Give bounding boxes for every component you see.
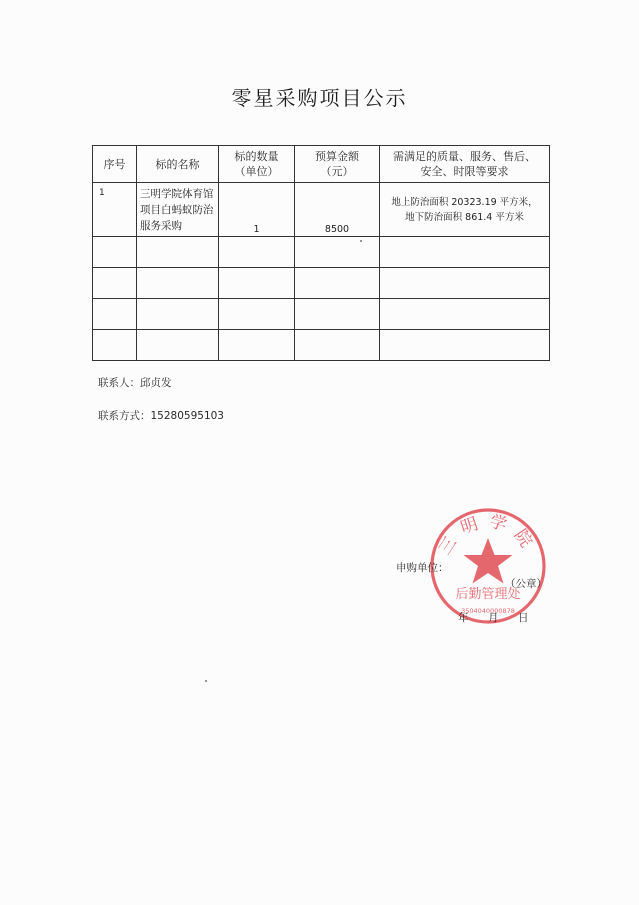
- contact-phone-label: 联系方式：: [98, 410, 151, 422]
- contact-phone-line: [98, 408, 224, 423]
- header-budget: [295, 146, 380, 183]
- cell-requirements-line1: 地上防治面积 20323.19 平方米，: [391, 196, 538, 208]
- table-row-empty: [93, 237, 550, 268]
- header-quantity-line2: （单位）: [234, 165, 279, 178]
- header-budget-line2: （元）: [320, 165, 354, 178]
- official-seal-note: （公章）: [505, 578, 547, 590]
- cell-budget: 8500: [295, 183, 380, 237]
- contact-phone-number: 15280595103: [150, 410, 224, 422]
- page-title: 零星采购项目公示: [231, 86, 408, 110]
- cell-requirements: [380, 183, 550, 237]
- cell-requirements-line2: 地下防治面积 861.4 平方米: [405, 211, 524, 223]
- header-requirements-line1: 需满足的质量、服务、售后、: [393, 150, 536, 163]
- seal-top-text: 三明学院: [435, 511, 541, 559]
- date-month-label: 月: [488, 612, 499, 624]
- cell-item-name: 三明学院体育馆项目白蚂蚁防治服务采购: [137, 183, 219, 237]
- table-row-empty: [93, 330, 550, 361]
- table-header-row: [93, 146, 550, 183]
- header-item-name: 标的名称: [137, 146, 219, 183]
- contact-person-line: [98, 375, 172, 390]
- cell-quantity: 1: [219, 183, 295, 237]
- contact-person-label: 联系人：: [98, 377, 140, 389]
- date-day-label: 日: [518, 612, 529, 624]
- date-year-label: 年: [458, 612, 469, 624]
- table-row-empty: [93, 299, 550, 330]
- seal-center-text: 后勤管理处: [455, 587, 521, 602]
- header-serial-no: 序号: [93, 146, 137, 183]
- scan-speck: [360, 240, 362, 242]
- applicant-unit-label: 申购单位：: [396, 562, 449, 574]
- header-budget-line1: 预算金额: [315, 150, 359, 163]
- scan-speck: [205, 680, 207, 682]
- table-row: [93, 183, 550, 237]
- cell-serial-no: 1: [93, 183, 137, 237]
- header-requirements-line2: 安全、时限等要求: [420, 165, 509, 178]
- seal-number-text: 3504040000878: [461, 607, 515, 615]
- header-requirements: [380, 146, 550, 183]
- header-quantity: [219, 146, 295, 183]
- contact-person-name: 邱贞发: [140, 377, 172, 389]
- table-row-empty: [93, 268, 550, 299]
- header-quantity-line1: 标的数量: [234, 150, 279, 163]
- procurement-table: [92, 145, 550, 361]
